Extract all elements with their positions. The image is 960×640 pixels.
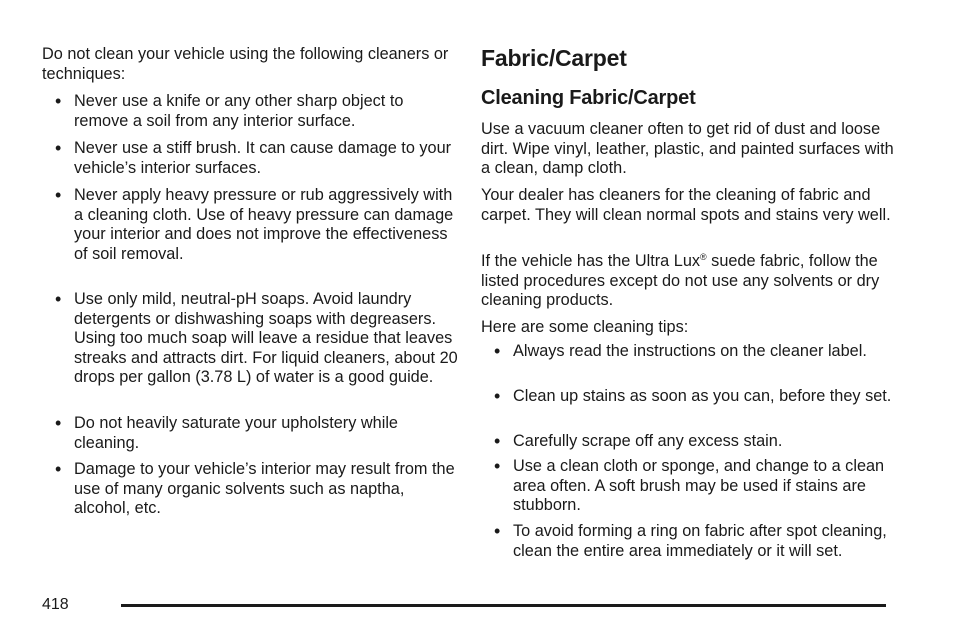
list-item: • Do not heavily saturate your upholstery while cleaning. bbox=[74, 414, 459, 453]
list-item: • Never apply heavy pressure or rub aggressively with a cleaning cloth. Use of heavy pressure can damage your interior and does not improve the effectiveness of soil removal. bbox=[74, 186, 459, 264]
dealer-paragraph: Your dealer has cleaners for the cleaning of fabric and carpet. They will clean normal spots and stains very well. bbox=[481, 186, 891, 224]
list-item: • Always read the instructions on the cleaner label. bbox=[513, 342, 898, 362]
tips-intro-paragraph: Here are some cleaning tips: bbox=[481, 318, 689, 336]
list-item: • Damage to your vehicle’s interior may result from the use of many organic solvents such as naptha, alcohol, etc. bbox=[74, 460, 459, 519]
intro-paragraph: Do not clean your vehicle using the following cleaners or techniques: bbox=[42, 45, 449, 83]
subsection-heading: Cleaning Fabric/Carpet bbox=[481, 87, 696, 109]
footer-rule bbox=[121, 604, 886, 607]
page-number: 418 bbox=[42, 596, 69, 613]
ultra-lux-text-end: suede fabric, follow the listed procedures except do not use any solvents or dry cleaning products. bbox=[481, 252, 880, 309]
list-item: • Never use a stiff brush. It can cause damage to your vehicle’s interior surfaces. bbox=[74, 139, 459, 178]
ultra-lux-text-start: If the vehicle has the Ultra Lux bbox=[481, 252, 701, 270]
vacuum-paragraph: Use a vacuum cleaner often to get rid of dust and loose dirt. Wipe vinyl, leather, plastic, and painted surfaces with a clean, damp cloth. bbox=[481, 120, 894, 177]
list-item: • Clean up stains as soon as you can, before they set. bbox=[513, 387, 898, 407]
list-item: • To avoid forming a ring on fabric after spot cleaning, clean the entire area immediately or it will set. bbox=[513, 522, 898, 561]
ultra-lux-paragraph bbox=[481, 252, 901, 311]
section-heading: Fabric/Carpet bbox=[481, 45, 627, 71]
list-item: • Never use a knife or any other sharp object to remove a soil from any interior surface. bbox=[74, 92, 459, 131]
list-item: • Use only mild, neutral-pH soaps. Avoid laundry detergents or dishwashing soaps with degreasers. Using too much soap will leave a residue that leaves streaks and attracts dirt. For liquid cleaners, about 20 drops per gallon (3.78 L) of water is a good guide. bbox=[74, 290, 459, 388]
registered-mark: ® bbox=[700, 252, 707, 262]
list-item: • Use a clean cloth or sponge, and change to a clean area often. A soft brush may be used if stains are stubborn. bbox=[513, 457, 898, 516]
list-item: • Carefully scrape off any excess stain. bbox=[513, 432, 898, 452]
